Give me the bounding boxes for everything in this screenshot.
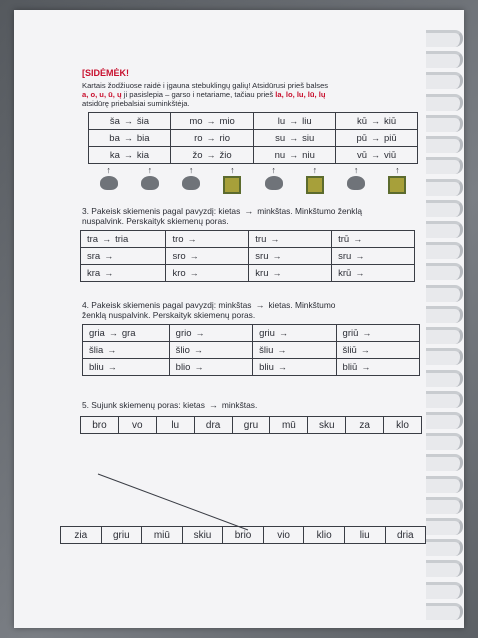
given-syllable: tra <box>87 233 99 245</box>
syllable-box[interactable]: liu <box>345 527 386 543</box>
given-syllable: griū <box>342 327 359 339</box>
given-syllable: kro <box>172 267 186 279</box>
arrow-icon: → <box>355 267 365 278</box>
arrow-icon: → <box>187 233 197 244</box>
syllable-box[interactable]: gru <box>233 417 271 433</box>
given-syllable: tru <box>255 233 267 245</box>
hard-syllable: ba <box>109 132 120 144</box>
connecting-line <box>76 68 421 548</box>
spiral-ring <box>426 51 463 68</box>
given-syllable: sru <box>255 250 269 262</box>
given-syllable: tro <box>172 233 184 245</box>
task-3-text-c: nuspalvink. Perskaityk skiemenų poras. <box>82 216 229 226</box>
up-arrow-icon: ↑ <box>271 165 276 175</box>
arrow-icon: → <box>371 132 381 143</box>
task-4-text-a: 4. Pakeisk skiemenis pagal pavyzdį: minkštas <box>82 300 252 310</box>
soft-syllable: piū <box>384 132 397 144</box>
given-syllable: sru <box>338 250 352 262</box>
soft-syllable: niu <box>302 149 315 161</box>
soft-syllable: rio <box>219 132 231 144</box>
soft-syllable: kiū <box>384 115 397 127</box>
arrow-icon: → <box>123 132 133 143</box>
soft-syllable: žio <box>219 149 232 161</box>
spiral-ring <box>426 221 463 238</box>
arrow-icon: → <box>206 132 216 143</box>
syllable-box[interactable]: klo <box>396 419 409 431</box>
given-syllable: krū <box>338 267 352 279</box>
arrow-icon: → <box>189 250 199 261</box>
given-syllable: bliū <box>342 361 358 373</box>
arrow-icon: → <box>104 250 114 261</box>
given-syllable: blio <box>175 361 191 373</box>
spiral-ring <box>426 603 463 620</box>
syllable-box[interactable]: dra <box>195 417 233 433</box>
soft-syllable: viū <box>384 149 397 161</box>
up-arrow-icon: ↑ <box>188 165 194 175</box>
given-syllable: sro <box>172 250 186 262</box>
task-3-text-b: minkštas. Minkštumo ženklą <box>257 206 363 216</box>
arrow-icon: → <box>206 115 216 126</box>
given-syllable: šliū <box>342 344 357 356</box>
arrow-icon: → <box>244 206 254 216</box>
syllable-box[interactable]: skiu <box>183 527 224 543</box>
up-arrow-icon: ↑ <box>106 165 111 175</box>
spiral-ring <box>426 476 463 493</box>
spiral-ring <box>426 454 463 471</box>
arrow-icon: → <box>255 300 265 310</box>
page-content <box>74 68 421 541</box>
syllable-box[interactable]: mū <box>270 417 308 433</box>
syllable-box[interactable]: zia <box>61 527 102 543</box>
arrow-icon: → <box>353 233 363 244</box>
arrow-icon: → <box>360 344 370 355</box>
spiral-ring <box>426 285 463 302</box>
arrow-icon: → <box>272 267 282 278</box>
arrow-icon: → <box>107 361 117 372</box>
arrow-icon: → <box>123 149 133 160</box>
spiral-ring <box>426 157 463 174</box>
syllable-box[interactable]: griu <box>102 527 143 543</box>
arrow-icon: → <box>272 250 282 261</box>
spiral-ring <box>426 370 463 387</box>
given-syllable: šliu <box>259 344 274 356</box>
up-arrow-icon: ↑ <box>147 165 153 175</box>
arrow-icon: → <box>355 250 365 261</box>
hard-syllable: vū <box>356 149 368 161</box>
arrow-icon: → <box>108 327 118 338</box>
soft-syllable: siu <box>302 132 315 144</box>
task-5-text-a: 5. Sujunk skiemenų poras: kietas <box>82 400 205 410</box>
warning-vowels: a, o, u, ū, ų <box>82 90 122 99</box>
answer-syllable: gra <box>121 327 136 339</box>
syllable-box[interactable]: vo <box>119 417 157 433</box>
spiral-ring <box>426 136 463 153</box>
up-arrow-icon: ↑ <box>312 165 318 175</box>
arrow-icon: → <box>102 233 112 244</box>
soft-syllable: kia <box>136 149 150 161</box>
given-syllable: gria <box>89 327 105 339</box>
arrow-icon: → <box>362 327 372 338</box>
task-4-text-b: kietas. Minkštumo <box>268 300 336 310</box>
given-syllable: kru <box>255 267 269 279</box>
syllable-box[interactable]: dria <box>396 529 414 541</box>
arrow-icon: → <box>289 132 299 143</box>
hard-syllable: mo <box>189 115 203 127</box>
hard-syllable: žo <box>192 149 203 161</box>
task-3-text-a: 3. Pakeisk skiemenis pagal pavyzdį: kietas <box>82 206 241 216</box>
arrow-icon: → <box>195 327 205 338</box>
spiral-ring <box>426 539 463 556</box>
warning-line-3: atsidūrę priebalsiai suminkštėja. <box>82 99 190 108</box>
up-arrow-icon: ↑ <box>230 165 235 175</box>
spiral-ring <box>426 30 463 47</box>
warning-line-2: ji pasislepia – garso i netariame, tačiau prieš <box>121 90 276 99</box>
given-syllable: šlia <box>89 344 104 356</box>
task-5-bottom-row <box>60 526 426 544</box>
soft-syllable: liu <box>302 115 312 127</box>
arrow-icon: → <box>277 361 287 372</box>
given-syllable: bliu <box>89 361 104 373</box>
arrow-icon: → <box>193 344 203 355</box>
spiral-ring <box>426 179 463 196</box>
arrow-icon: → <box>278 327 288 338</box>
arrow-icon: → <box>104 267 114 278</box>
given-syllable: sra <box>87 250 101 262</box>
arrow-icon: → <box>107 344 117 355</box>
spiral-ring <box>426 263 463 280</box>
spiral-ring <box>426 433 463 450</box>
spiral-ring <box>426 518 463 535</box>
given-syllable: trū <box>338 233 350 245</box>
hard-syllable: su <box>275 132 286 144</box>
spiral-ring <box>426 200 463 217</box>
arrow-icon: → <box>277 344 287 355</box>
task-5-text-b: minkštas. <box>221 400 258 410</box>
syllable-box[interactable]: miū <box>142 527 183 543</box>
syllable-box[interactable]: za <box>346 417 384 433</box>
up-arrow-icon: ↑ <box>395 165 400 175</box>
arrow-icon: → <box>361 361 371 372</box>
soft-syllable: bia <box>136 132 150 144</box>
spiral-ring <box>426 72 463 89</box>
soft-syllable: šia <box>136 115 150 127</box>
hard-syllable: ša <box>109 115 120 127</box>
hard-syllable: pū <box>356 132 368 144</box>
hard-syllable: ro <box>194 132 203 144</box>
answer-syllable: tria <box>115 233 129 245</box>
task-4-text-c: ženklą nuspalvink. Perskaityk skiemenų poras. <box>82 310 256 320</box>
warning-examples: la, lo, lu, lū, lų <box>275 90 326 99</box>
spiral-ring <box>426 115 463 132</box>
hard-syllable: lu <box>277 115 286 127</box>
spiral-ring <box>426 327 463 344</box>
up-arrow-icon: ↑ <box>353 165 359 175</box>
syllable-box[interactable]: brio <box>223 527 264 543</box>
spiral-ring <box>426 412 463 429</box>
given-syllable: kra <box>87 267 101 279</box>
spiral-ring <box>426 497 463 514</box>
workbook-page <box>14 10 464 628</box>
spiral-ring <box>426 242 463 259</box>
spiral-ring <box>426 94 463 111</box>
syllable-box[interactable]: lu <box>157 417 195 433</box>
given-syllable: griu <box>259 327 275 339</box>
arrow-icon: → <box>270 233 280 244</box>
arrow-icon: → <box>371 149 381 160</box>
syllable-box[interactable]: sku <box>308 417 346 433</box>
given-syllable: šlio <box>175 344 190 356</box>
warning-title: [SIDĖMĖK! <box>82 68 129 78</box>
syllable-box[interactable]: vio <box>264 527 305 543</box>
syllable-box[interactable]: bro <box>81 417 119 433</box>
warning-line-1: Kartais žodžiuose raidė i įgauna stebuklingų galių! Atsidūrusi prieš balses <box>82 81 329 90</box>
soft-syllable: mio <box>219 115 235 127</box>
arrow-icon: → <box>189 267 199 278</box>
hard-syllable: ka <box>109 149 120 161</box>
arrow-icon: → <box>206 149 216 160</box>
hard-syllable: nu <box>274 149 286 161</box>
spiral-ring <box>426 391 463 408</box>
spiral-ring <box>426 348 463 365</box>
arrow-icon: → <box>371 115 381 126</box>
given-syllable: grio <box>175 327 192 339</box>
given-syllable: bliu <box>259 361 274 373</box>
arrow-icon: → <box>208 400 218 410</box>
spiral-ring <box>426 560 463 577</box>
spiral-ring <box>426 582 463 599</box>
arrow-icon: → <box>289 149 299 160</box>
spiral-ring <box>426 306 463 323</box>
arrow-icon: → <box>289 115 299 126</box>
arrow-icon: → <box>123 115 133 126</box>
arrow-icon: → <box>194 361 204 372</box>
syllable-box[interactable]: klio <box>304 527 345 543</box>
hard-syllable: kū <box>356 115 368 127</box>
